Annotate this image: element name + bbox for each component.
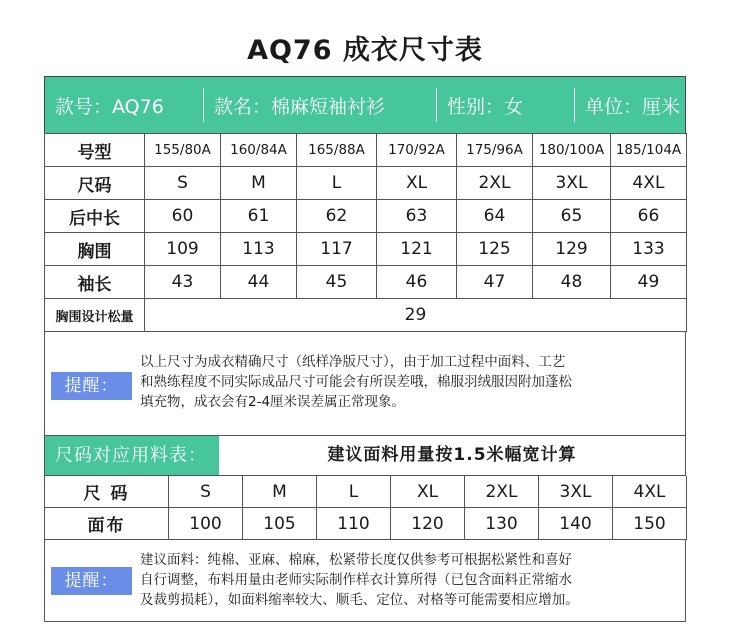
table-cell: 2XL: [457, 167, 533, 200]
row-label: 尺 码: [45, 476, 169, 508]
row-label: 号型: [45, 134, 145, 167]
reminder-box: [44, 540, 686, 622]
fabric-label: 尺码对应用料表：: [45, 436, 219, 475]
table-cell: XL: [391, 476, 465, 508]
table-cell: 62: [297, 200, 377, 233]
table-cell: L: [297, 167, 377, 200]
table-cell: 129: [533, 233, 611, 266]
table-cell: 121: [377, 233, 457, 266]
table-row: [45, 266, 687, 299]
table-cell: 65: [533, 200, 611, 233]
table-cell: 44: [221, 266, 297, 299]
table-cell: 150: [613, 508, 687, 540]
table-cell: 43: [145, 266, 221, 299]
table-cell: 109: [145, 233, 221, 266]
table-cell: 155/80A: [145, 134, 221, 167]
table-cell: 49: [611, 266, 687, 299]
row-label: 面布: [45, 508, 169, 540]
row-label: 胸围: [45, 233, 145, 266]
reminder-line: 填充物，成衣会有2-4厘米误差属正常现象。: [140, 394, 406, 410]
table-cell: 61: [221, 200, 297, 233]
table-cell: 63: [377, 200, 457, 233]
reminder-line: 和熟练程度不同实际成品尺寸可能会有所误差哦，棉服羽绒服因附加蓬松: [140, 374, 572, 390]
table-cell: 160/84A: [221, 134, 297, 167]
table-row: [45, 134, 687, 167]
table-cell: 47: [457, 266, 533, 299]
table-cell: 4XL: [611, 167, 687, 200]
reminder-text: [140, 352, 677, 412]
reminder-line: 自行调整，布料用量由老师实际制作样衣计算所得（已包含面料正常缩水: [140, 572, 572, 588]
table-row: [45, 167, 687, 200]
table-cell: 105: [243, 508, 317, 540]
table-cell: S: [145, 167, 221, 200]
table-cell: S: [169, 476, 243, 508]
table-cell: 140: [539, 508, 613, 540]
table-cell: 175/96A: [457, 134, 533, 167]
table-cell: 170/92A: [377, 134, 457, 167]
table-cell: 46: [377, 266, 457, 299]
unit: 单位：厘米: [585, 95, 681, 118]
style-no: 款号：AQ76: [55, 95, 164, 118]
fabric-table: [44, 476, 687, 540]
table-cell: 133: [611, 233, 687, 266]
table-cell: M: [243, 476, 317, 508]
table-row: [45, 476, 687, 508]
reminder-line: 及裁剪损耗），如面料缩率较大、顺毛、定位、对格等可能需要相应增加。: [140, 592, 579, 608]
table-cell: 185/104A: [611, 134, 687, 167]
fabric-header: [44, 436, 686, 476]
table-row: [45, 299, 687, 332]
reminder-text: [140, 550, 677, 610]
size-table: [44, 133, 687, 332]
table-cell: 48: [533, 266, 611, 299]
reminder-line: 以上尺寸为成衣精确尺寸（纸样净版尺寸），由于加工过程中面料、工艺: [140, 354, 566, 370]
row-label: 袖长: [45, 266, 145, 299]
row-label: 尺码: [45, 167, 145, 200]
table-cell: XL: [377, 167, 457, 200]
row-label: 胸围设计松量: [45, 299, 145, 332]
reminder-box: [44, 332, 686, 436]
table-cell: 3XL: [539, 476, 613, 508]
table-cell: 125: [457, 233, 533, 266]
table-cell: 120: [391, 508, 465, 540]
reminder-line: 建议面料：纯棉、亚麻、棉麻，松紧带长度仅供参考可根据松紧性和喜好: [140, 552, 572, 568]
table-cell: 113: [221, 233, 297, 266]
reminder-label: 提醒：: [51, 567, 132, 595]
gender: 性别：女: [447, 95, 524, 118]
table-cell: 180/100A: [533, 134, 611, 167]
row-label: 后中长: [45, 200, 145, 233]
table-cell: 60: [145, 200, 221, 233]
fabric-note: 建议面料用量按1.5米幅宽计算: [327, 445, 577, 465]
table-cell: 130: [465, 508, 539, 540]
table-cell: 110: [317, 508, 391, 540]
table-cell: 66: [611, 200, 687, 233]
info-header: [44, 76, 686, 133]
table-cell: 117: [297, 233, 377, 266]
table-cell: 45: [297, 266, 377, 299]
table-row: [45, 200, 687, 233]
table-cell: 165/88A: [297, 134, 377, 167]
table-cell: L: [317, 476, 391, 508]
page-title: AQ76 成衣尺寸表: [247, 35, 483, 66]
table-cell: 4XL: [613, 476, 687, 508]
style-name: 款名：棉麻短袖衬衫: [214, 95, 386, 118]
table-cell: 2XL: [465, 476, 539, 508]
reminder-label: 提醒：: [51, 372, 132, 400]
table-cell: M: [221, 167, 297, 200]
table-row: [45, 508, 687, 540]
ease-value: 29: [145, 299, 687, 332]
table-cell: 3XL: [533, 167, 611, 200]
table-row: [45, 233, 687, 266]
size-chart: [44, 76, 686, 622]
table-cell: 64: [457, 200, 533, 233]
table-cell: 100: [169, 508, 243, 540]
